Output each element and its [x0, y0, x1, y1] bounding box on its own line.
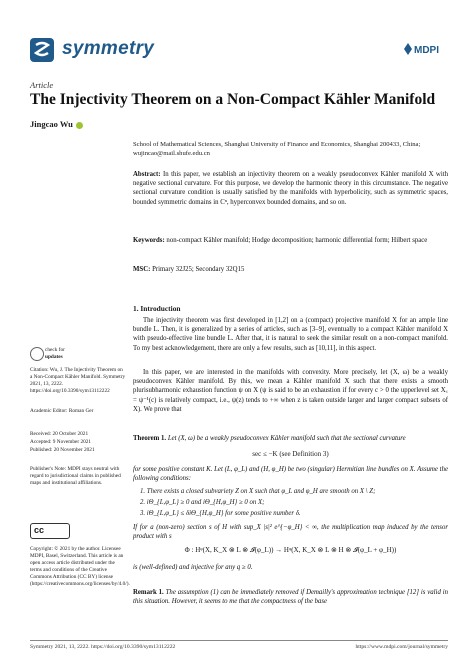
abstract — [133, 170, 448, 207]
theorem-continued: for some positive constant K. Let (L, φ_L) and (H, φ_H) be two (singular) Hermitian line bundles on X. Assume the following conditions: — [133, 466, 448, 483]
condition-2: 2. iΘ_{L,φ_L} ≥ 0 and iΘ_{H,φ_H} ≥ 0 on X; — [140, 499, 265, 506]
check-updates-icon[interactable] — [30, 347, 44, 361]
mdpi-logo-icon — [402, 40, 440, 58]
intro-paragraph-2: In this paper, we are interested in the manifolds with convexity. More precisely, let (X, ω) be a weakly pseudoconvex Kähler manifold. By this, we mean a Kähler manifold X such that there exists a smooth plurisubharmonic exhaustion function ψ on X (ψ is said to be an exhaustion if for every c > 0 the upperlevel set X꜀ = ψ⁻¹(c) is relatively compact, i.e., ψ(z) tends to +∞ when z is taken outside larger and larger compact subsets of X). We prove that — [133, 369, 448, 413]
article-title: The Injectivity Theorem on a Non-Compact Kähler Manifold — [30, 91, 436, 108]
abstract-text: In this paper, we establish an injectivity theorem on a weakly pseudoconvex Kähler manifold X with negative sectional curvature. For this purpose, we develop the harmonic theory in this circumstance. The negative sectional curvature condition is usually satisfied by the manifolds with hyperbolicity, such as symmetric spaces, bounded symmetric domains in Cⁿ, hyperconvex bounded domains, and so on. — [133, 171, 449, 206]
remark-label: Remark 1. — [133, 589, 164, 596]
academic-editor: Academic Editor: Roman Ger — [30, 408, 94, 414]
keywords — [133, 236, 448, 245]
author-line — [30, 119, 83, 129]
footer-citation: Symmetry 2021, 13, 2222. https://doi.org/10.3390/sym13112222 — [30, 644, 176, 650]
equation-1: sec ≤ −K (see Definition 3) — [252, 450, 329, 458]
theorem-end: is (well-defined) and injective for any q ≥ 0. — [133, 564, 253, 571]
published-date: Published: 20 November 2021 — [30, 447, 95, 453]
condition-1: 1. There exists a closed subvariety Z on X such that φ_L and φ_H are smooth on X \ Z; — [140, 488, 376, 495]
theorem-text: Let (X, ω) be a weakly pseudoconvex Kähler manifold such that the sectional curvature — [167, 435, 406, 442]
publisher-note: Publisher's Note: MDPI stays neutral with regard to jurisdictional claims in published maps and institutional affiliations. — [30, 466, 121, 486]
abstract-label: Abstract: — [133, 171, 161, 178]
keywords-label: Keywords: — [133, 237, 165, 244]
footer-divider — [30, 640, 448, 641]
remark-text: The assumption (1) can be immediately removed if Demailly's approximation technique [12] is valid in this situation. However, it seems to me that the compactness of the base — [133, 589, 448, 606]
keywords-text: non-compact Kähler manifold; Hodge decomposition; harmonic differential form; Hilbert space — [166, 237, 428, 244]
accepted-date: Accepted: 9 November 2021 — [30, 439, 92, 445]
theorem-1 — [133, 434, 448, 443]
section-heading: 1. Introduction — [133, 304, 181, 313]
affiliation: School of Mathematical Sciences, Shanghai University of Finance and Economics, Shanghai 200433, China; wujincao@mail.shufe.edu.cn — [133, 141, 421, 157]
journal-name[interactable]: symmetry — [62, 38, 155, 59]
publisher-name: MDPI — [414, 45, 439, 56]
received-date: Received: 20 October 2021 — [30, 431, 89, 437]
citation: Citation: Wu, J. The Injectivity Theorem on a Non-Compact Kähler Manifold. Symmetry 2021, 13, 2222. https://doi.org/10.3390/sym13112222 — [30, 367, 126, 394]
copyright: Copyright: © 2021 by the author. Licensee MDPI, Basel, Switzerland. This article is an open access article distributed under the terms and conditions of the Creative Commons Attribution (CC BY) license (https://creativecommons.org/licenses/by/4.0/). — [30, 546, 130, 587]
cc-license-icon[interactable] — [30, 523, 70, 539]
msc-text: Primary 32J25; Secondary 32Q15 — [152, 266, 245, 273]
author-name: Jingcao Wu — [30, 119, 73, 129]
msc-label: MSC: — [133, 266, 151, 273]
theorem-continued-2: If for a (non-zero) section s of H with sup_X |s|² e^{−φ_H} < ∞, the multiplication map induced by the tensor product with s — [133, 524, 448, 541]
footer-journal-link[interactable]: https://www.mdpi.com/journal/symmetry — [355, 644, 448, 650]
theorem-label: Theorem 1. — [133, 435, 167, 442]
symmetry-logo-icon — [30, 38, 54, 62]
check-updates-label[interactable] — [45, 347, 105, 361]
equation-2: Φ : Hᵠ(X, K_X ⊗ L ⊗ 𝓘(φ_L)) → Hᵠ(X, K_X ⊗ L ⊗ H ⊗ 𝓘(φ_L + φ_H)) — [184, 546, 397, 554]
check-updates-line-2: updates — [45, 354, 63, 360]
article-type: Article — [30, 80, 54, 90]
orcid-icon[interactable] — [76, 122, 83, 129]
condition-3: 3. iΘ_{L,φ_L} ≤ δiΘ_{H,φ_H} for some positive number δ. — [140, 510, 301, 517]
intro-paragraph-1: The injectivity theorem was first developed in [1,2] on a (compact) projective manifold X for an ample line bundle L. Then, it is generalized by a series of articles, such as [3–9], eventually to a compact Kähler manifold X with pseudo-effective line bundle L. After that, it is natural to seek the similar result on a non-compact manifold. To my best acknowledgement, there are only a few results, such as [10,11], in this aspect. — [133, 317, 448, 352]
cc-label: cc — [34, 525, 45, 535]
check-updates-line-1: check for — [45, 347, 65, 353]
msc — [133, 265, 448, 274]
remark-1 — [133, 588, 448, 606]
